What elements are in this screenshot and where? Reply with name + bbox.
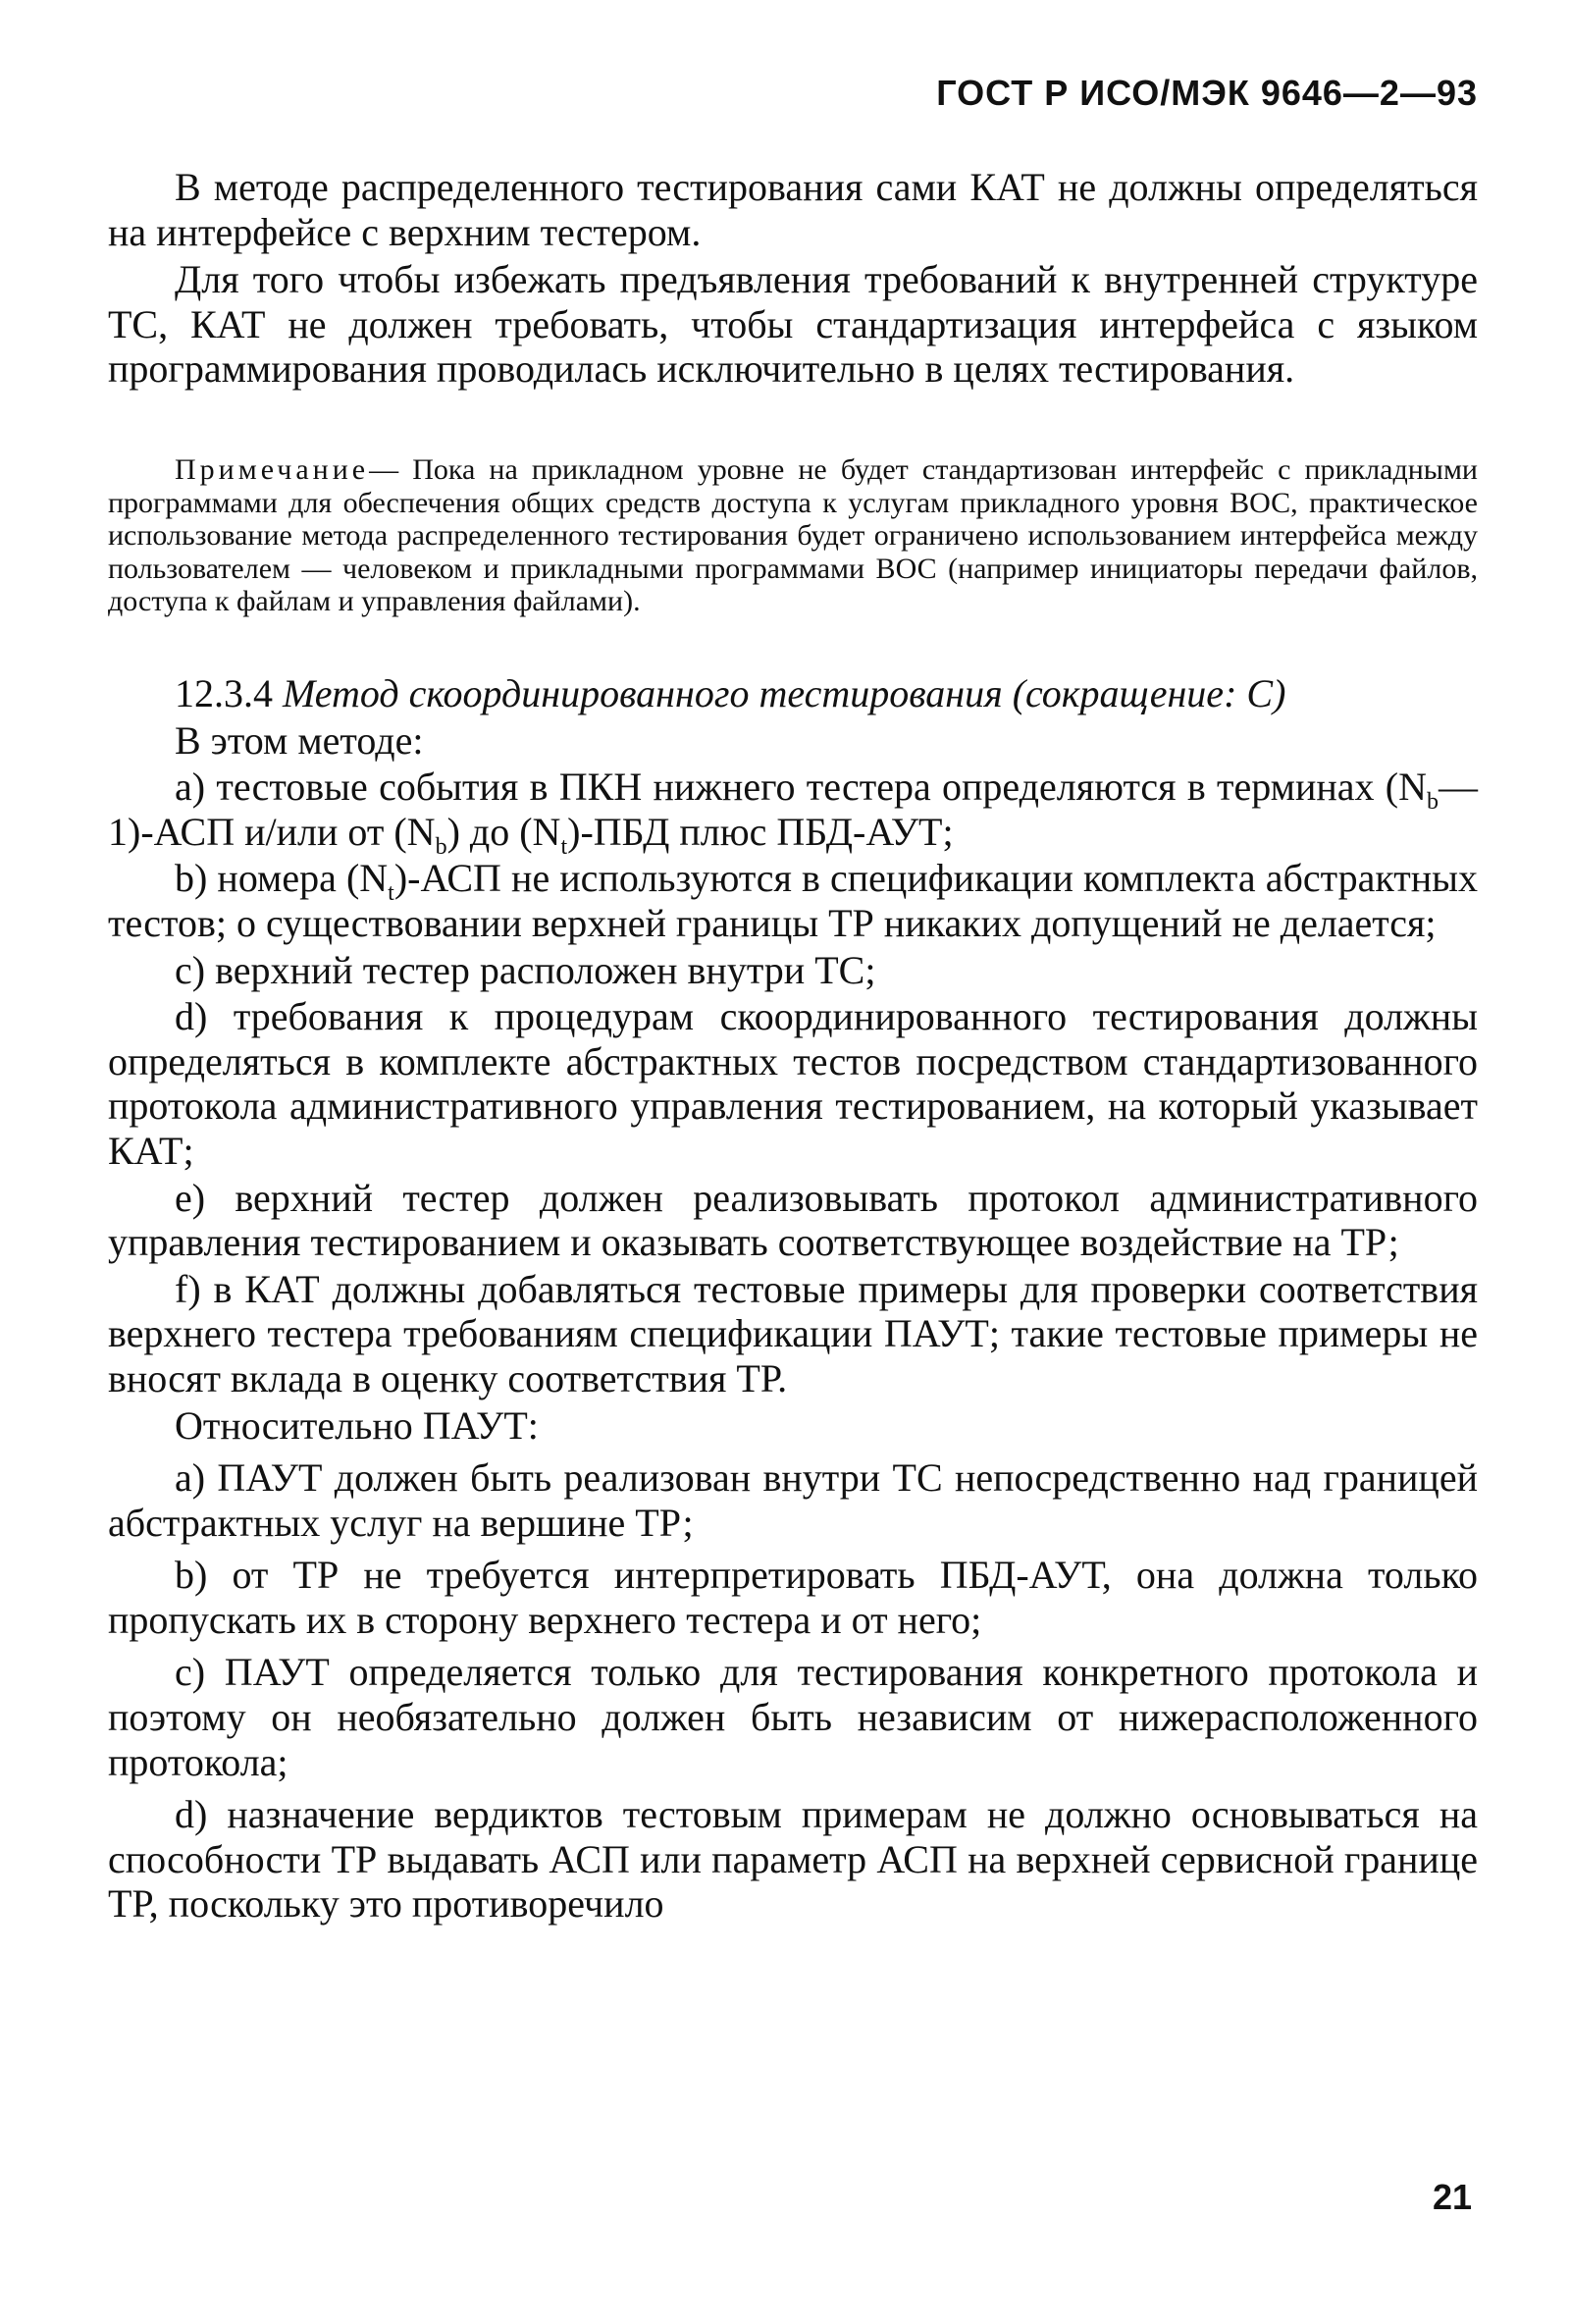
list-item-f: f) в КАТ должны добавляться тестовые примеры для проверки соответствия верхнего тестера требованиям спецификации ПАУТ; такие тестовые примеры не вносят вклада в оценку соответствия ТР. (108, 1266, 1478, 1400)
subscript: b (435, 833, 447, 860)
document-header: ГОСТ Р ИСО/МЭК 9646—2—93 (936, 73, 1478, 113)
subscript: b (1427, 789, 1439, 816)
page-number: 21 (1432, 2177, 1472, 2217)
paragraph-1 (108, 165, 1478, 254)
paragraph-text: Для того чтобы избежать предъявления требований к внутренней структуре ТС, КАТ не должен требовать, чтобы стандартизация интерфейса с языком программирования проводилась исключительно в целях тестирования. (108, 257, 1478, 392)
subscript: t (388, 880, 394, 907)
paragraph-2 (108, 257, 1478, 392)
item-text: )-АСП не используются в спецификации комплекта абстрактных тестов; о существовании верхней границы ТР никаких допущений не делается; (108, 856, 1478, 945)
section-heading (108, 671, 1478, 716)
section-12-3-4 (108, 671, 1478, 1928)
list-item-a (108, 765, 1478, 860)
section-title: Метод скоординированного тестирования (сокращение: С) (283, 671, 1286, 715)
paut-item-b: b) от ТР не требуется интерпретировать ПБД-АУТ, она должна только пропускать их в сторону верхнего тестера и от него; (108, 1553, 1478, 1642)
list-item-b (108, 856, 1478, 945)
list-item-e: е) верхний тестер должен реализовывать протокол административного управления тестированием и оказывать соответствующее воздействие на ТР; (108, 1175, 1478, 1265)
item-text: b) номера (N (175, 856, 389, 901)
paut-item-c: с) ПАУТ определяется только для тестирования конкретного протокола и поэтому он необязательно должен быть независим от нижерасположенного протокола; (108, 1650, 1478, 1784)
section-intro: В этом методе: (175, 717, 424, 763)
section-number: 12.3.4 (175, 671, 273, 715)
list-item-c: с) верхний тестер расположен внутри ТС; (175, 947, 876, 992)
list-item-d: d) требования к процедурам скоординированного тестирования должны определяться в комплекте абстрактных тестов посредством стандартизованного протокола административного управления тестированием, на который указывает КАТ; (108, 994, 1478, 1173)
paut-intro: Относительно ПАУТ: (175, 1402, 539, 1448)
item-text: )-ПБД плюс ПБД-АУТ; (567, 809, 954, 854)
paragraph-text: В методе распределенного тестирования сами КАТ не должны определяться на интерфейсе с верхним тестером. (108, 165, 1478, 254)
subscript: t (560, 833, 568, 860)
paut-item-d: d) назначение вердиктов тестовым примерам не должно основываться на способности ТР выдавать АСП или параметр АСП на верхней сервисной границе ТР, поскольку это противоречило (108, 1792, 1478, 1927)
item-text: —1)-АСП и/или от (N (108, 765, 1478, 854)
paut-item-a: а) ПАУТ должен быть реализован внутри ТС непосредственно над границей абстрактных услуг на вершине ТР; (108, 1455, 1478, 1545)
note-block (108, 453, 1478, 618)
item-text: ) до (N (446, 809, 561, 854)
note-label: Примечание (175, 453, 370, 486)
item-text: а) тестовые события в ПКН нижнего тестера определяются в терминах (N (175, 765, 1427, 810)
note-text: — Пока на прикладном уровне не будет стандартизован интерфейс с прикладными программами для обеспечения общих средств доступа к услугам прикладного уровня ВОС, практическое использование метода распределенного тестирования будет ограничено использованием интерфейса между пользователем — человеком и прикладными программами ВОС (например инициаторы передачи файлов, доступа к файлам и управления файлами). (108, 453, 1478, 618)
